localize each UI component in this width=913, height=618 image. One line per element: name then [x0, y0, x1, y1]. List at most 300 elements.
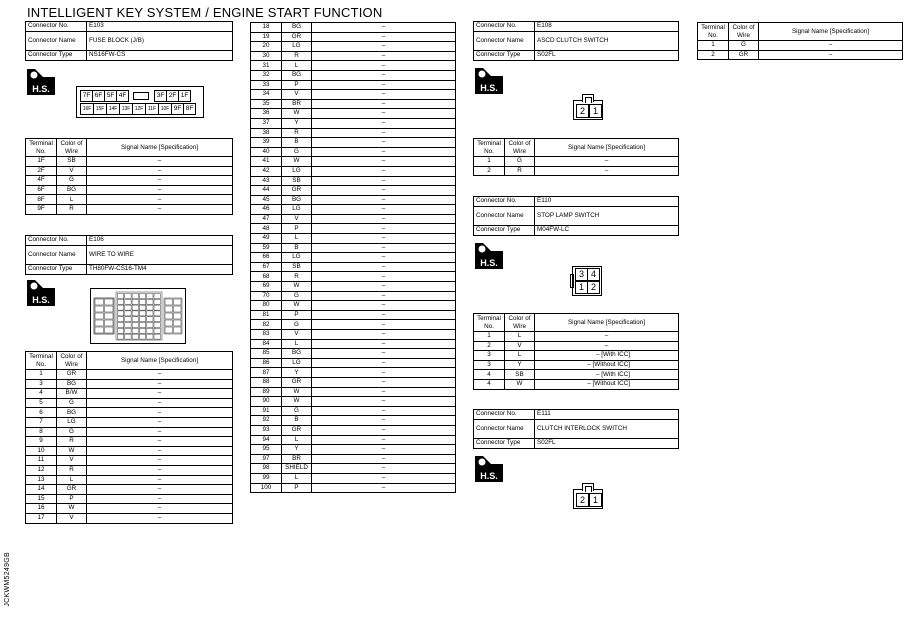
table-row [26, 195, 233, 205]
table-row [251, 339, 456, 349]
terminal-no-cell: 1 [474, 157, 505, 167]
table-row [251, 330, 456, 340]
signal-name-cell: – [312, 109, 456, 119]
cavity [132, 311, 138, 316]
signal-name-cell: – [87, 465, 233, 475]
pin-label: 2 [576, 493, 589, 507]
signal-name-cell: – [87, 408, 233, 418]
cavity [118, 299, 124, 304]
wire-color-cell: GR [282, 32, 312, 42]
pin-label: 10F [158, 103, 172, 115]
signal-name-cell: – [312, 99, 456, 109]
table-row [251, 301, 456, 311]
signal-name-cell: – [312, 186, 456, 196]
terminal-no-cell: 43 [251, 176, 282, 186]
wire-color-cell: Y [505, 360, 535, 370]
cavity [139, 328, 145, 333]
wire-color-cell: BR [282, 99, 312, 109]
header-terminal-no: Terminal No. [698, 23, 729, 41]
table-row [251, 397, 456, 407]
fuse-top-pin-row [80, 90, 190, 102]
table-row [251, 138, 456, 148]
header-color-of-wire: Color of Wire [57, 352, 87, 370]
wire-color-cell: BG [282, 23, 312, 33]
terminal-no-cell: 45 [251, 195, 282, 205]
cavity [147, 299, 153, 304]
connector-name: ASCD CLUTCH SWITCH [535, 32, 679, 51]
right-terminal-table [697, 22, 903, 60]
wire-color-cell: BG [57, 408, 87, 418]
cavity [118, 311, 124, 316]
wire-color-cell: W [282, 282, 312, 292]
table-row [26, 465, 233, 475]
pin-label: 2 [587, 281, 600, 294]
signal-name-cell: – [312, 80, 456, 90]
label: Connector Name [26, 32, 87, 51]
terminal-no-cell: 67 [251, 262, 282, 272]
e110-connector-face [572, 266, 602, 296]
table-row [474, 166, 679, 176]
connector-type: TH80FW-CS16-TM4 [87, 265, 233, 275]
cavity [147, 305, 153, 310]
wire-color-cell: W [282, 157, 312, 167]
header-signal-name: Signal Name [Specification] [535, 139, 679, 157]
terminal-no-cell: 9 [26, 437, 57, 447]
terminal-no-cell: 38 [251, 128, 282, 138]
signal-name-cell: – [With ICC] [535, 351, 679, 361]
cavity [125, 323, 131, 328]
signal-name-cell: – [87, 417, 233, 427]
table-row [251, 483, 456, 493]
label: Connector Type [474, 226, 535, 236]
table-row [251, 454, 456, 464]
cavity [147, 311, 153, 316]
cavity [125, 317, 131, 322]
signal-name-cell: – [87, 475, 233, 485]
table-row [251, 42, 456, 52]
cavity [125, 328, 131, 333]
cavity [147, 334, 153, 339]
cavity [139, 311, 145, 316]
signal-name-cell: – [312, 464, 456, 474]
signal-name-cell: – [312, 291, 456, 301]
table-row [251, 128, 456, 138]
terminal-no-cell: 12 [26, 465, 57, 475]
terminal-no-cell: 47 [251, 214, 282, 224]
wire-color-cell: P [282, 224, 312, 234]
signal-name-cell: – [312, 416, 456, 426]
table-row [251, 358, 456, 368]
table-row [474, 351, 679, 361]
wire-color-cell: R [57, 437, 87, 447]
cavity [147, 323, 153, 328]
pin-label: 8F [183, 103, 196, 115]
signal-name-cell: – [312, 138, 456, 148]
signal-name-cell: – [312, 70, 456, 80]
pin-label: 2F [166, 90, 179, 102]
signal-name-cell: – [312, 243, 456, 253]
signal-name-cell: – [312, 42, 456, 52]
terminal-no-cell: 4 [474, 379, 505, 389]
table-row [251, 349, 456, 359]
table-row [251, 473, 456, 483]
table-row [26, 204, 233, 214]
label: Connector No. [26, 22, 87, 32]
connector-type: M04FW-LC [535, 226, 679, 236]
signal-name-cell: – [312, 330, 456, 340]
wire-color-cell: R [505, 166, 535, 176]
wire-color-cell: L [282, 61, 312, 71]
table-row [26, 417, 233, 427]
wire-color-cell: G [282, 320, 312, 330]
terminal-no-cell: 1F [26, 157, 57, 167]
header-signal-name: Signal Name [Specification] [759, 23, 903, 41]
table-row [251, 416, 456, 426]
e108-info-table [473, 21, 679, 61]
table-row [251, 176, 456, 186]
terminal-no-cell: 49 [251, 234, 282, 244]
cavity [118, 328, 124, 333]
signal-name-cell: – [87, 389, 233, 399]
signal-name-cell: – [312, 195, 456, 205]
terminal-no-cell: 82 [251, 320, 282, 330]
table-row [251, 80, 456, 90]
e110-terminal-table [473, 313, 679, 390]
connector-type: NS16FW-CS [87, 51, 233, 61]
wire-color-cell: P [282, 483, 312, 493]
wire-color-cell: L [282, 435, 312, 445]
terminal-no-cell: 98 [251, 464, 282, 474]
wire-color-cell: G [57, 427, 87, 437]
wire-color-cell: Y [282, 368, 312, 378]
label: Connector Name [474, 420, 535, 439]
table-row [251, 214, 456, 224]
cavity [95, 313, 104, 319]
terminal-no-cell: 4F [26, 176, 57, 186]
signal-name-cell: – [87, 379, 233, 389]
terminal-no-cell: 2F [26, 166, 57, 176]
wire-color-cell: G [729, 41, 759, 51]
signal-name-cell: – [312, 358, 456, 368]
e111-info-table [473, 409, 679, 449]
table-row [474, 370, 679, 380]
wire-color-cell: G [505, 157, 535, 167]
wire-color-cell: W [57, 504, 87, 514]
e106-info-table [25, 235, 233, 275]
wire-color-cell: SB [57, 157, 87, 167]
table-row [26, 513, 233, 523]
signal-name-cell: – [535, 341, 679, 351]
cavity [105, 313, 114, 319]
wire-color-cell: L [282, 473, 312, 483]
table-row [251, 425, 456, 435]
table-row [26, 475, 233, 485]
cavity [132, 323, 138, 328]
signal-name-cell: – [312, 128, 456, 138]
table-row [26, 504, 233, 514]
signal-name-cell: – [312, 176, 456, 186]
table-row [251, 377, 456, 387]
wire-color-cell: L [505, 332, 535, 342]
terminal-no-cell: 1 [474, 332, 505, 342]
terminal-no-cell: 33 [251, 80, 282, 90]
cavity [105, 320, 114, 326]
connector-no: E106 [87, 236, 233, 246]
table-row [251, 99, 456, 109]
cavity [154, 305, 160, 310]
wire-color-cell: BG [282, 349, 312, 359]
terminal-no-cell: 19 [251, 32, 282, 42]
wire-color-cell: V [505, 341, 535, 351]
table-row [26, 370, 233, 380]
terminal-no-cell: 85 [251, 349, 282, 359]
pin-label: 1F [178, 90, 191, 102]
cavity [154, 299, 160, 304]
pin-label: 2 [576, 104, 589, 118]
wire-color-cell: P [282, 310, 312, 320]
table-row [26, 166, 233, 176]
hs-label: H.S. [480, 258, 498, 268]
terminal-no-cell: 66 [251, 253, 282, 263]
cavity [105, 327, 114, 333]
wire-color-cell: R [282, 272, 312, 282]
table-row [251, 61, 456, 71]
signal-name-cell: – [535, 157, 679, 167]
cavity [95, 299, 104, 305]
wire-color-cell: V [57, 166, 87, 176]
cavity [154, 311, 160, 316]
table-row [474, 379, 679, 389]
hs-label: H.S. [480, 83, 498, 93]
table-row [251, 243, 456, 253]
signal-name-cell: – [312, 397, 456, 407]
signal-name-cell: – [87, 427, 233, 437]
cavity [139, 299, 145, 304]
e106-continued-table [250, 22, 456, 493]
table-row [26, 389, 233, 399]
wire-color-cell: R [282, 128, 312, 138]
wire-color-cell: BG [57, 379, 87, 389]
signal-name-cell: – [535, 166, 679, 176]
cavity [118, 323, 124, 328]
signal-name-cell: – [312, 147, 456, 157]
connector-name: STOP LAMP SWITCH [535, 207, 679, 226]
terminal-no-cell: 69 [251, 282, 282, 292]
terminal-no-cell: 14 [26, 485, 57, 495]
signal-name-cell: – [312, 454, 456, 464]
terminal-no-cell: 40 [251, 147, 282, 157]
wire-color-cell: G [57, 398, 87, 408]
cavity [154, 323, 160, 328]
cavity [118, 317, 124, 322]
signal-name-cell: – [312, 253, 456, 263]
signal-name-cell: – [312, 339, 456, 349]
table-row [474, 332, 679, 342]
pin-label: 13F [119, 103, 133, 115]
label: Connector No. [26, 236, 87, 246]
wire-color-cell: LG [282, 166, 312, 176]
signal-name-cell: – [312, 32, 456, 42]
header-terminal-no: Terminal No. [26, 352, 57, 370]
wire-color-cell: Y [282, 445, 312, 455]
signal-name-cell: – [87, 195, 233, 205]
signal-name-cell: – [87, 485, 233, 495]
pin-label: 6F [92, 90, 105, 102]
signal-name-cell: – [312, 166, 456, 176]
cavity [165, 299, 173, 305]
wire-color-cell: GR [57, 485, 87, 495]
e103-terminal-table [25, 138, 233, 215]
wire-color-cell: SHIELD [282, 464, 312, 474]
signal-name-cell: – [312, 445, 456, 455]
signal-name-cell: – [312, 435, 456, 445]
pin-label: 16F [80, 103, 94, 115]
terminal-no-cell: 100 [251, 483, 282, 493]
terminal-no-cell: 46 [251, 205, 282, 215]
table-row [698, 50, 903, 60]
cavity [139, 294, 145, 299]
signal-name-cell: – [759, 41, 903, 51]
wire-color-cell: P [57, 494, 87, 504]
hs-icon [473, 454, 505, 484]
connector-latch [570, 274, 574, 288]
signal-name-cell: – [87, 185, 233, 195]
label: Connector Type [474, 439, 535, 449]
table-row [251, 310, 456, 320]
cavity [165, 306, 173, 312]
pin-label: 4 [587, 268, 600, 281]
cavity [154, 317, 160, 322]
signal-name-cell: – [312, 387, 456, 397]
label: Connector No. [474, 197, 535, 207]
wire-color-cell: GR [282, 186, 312, 196]
table-row [251, 224, 456, 234]
terminal-no-cell: 68 [251, 272, 282, 282]
signal-name-cell: – [312, 483, 456, 493]
signal-name-cell: – [With ICC] [535, 370, 679, 380]
wire-color-cell: W [282, 301, 312, 311]
signal-name-cell: – [312, 320, 456, 330]
signal-name-cell: – [312, 205, 456, 215]
label: Connector No. [474, 410, 535, 420]
terminal-no-cell: 44 [251, 186, 282, 196]
connector-latch [582, 94, 594, 102]
fuse-block-connector-face [76, 86, 204, 118]
terminal-no-cell: 13 [26, 475, 57, 485]
terminal-no-cell: 35 [251, 99, 282, 109]
signal-name-cell: – [312, 301, 456, 311]
cavity [118, 334, 124, 339]
pin-label: 14F [106, 103, 120, 115]
cavity [154, 294, 160, 299]
terminal-no-cell: 37 [251, 118, 282, 128]
signal-name-cell: – [87, 398, 233, 408]
e108-connector-face [573, 100, 603, 120]
pin-label: 7F [80, 90, 93, 102]
label: Connector Type [26, 265, 87, 275]
signal-name-cell: – [87, 456, 233, 466]
table-row [251, 109, 456, 119]
signal-name-cell: – [312, 425, 456, 435]
wire-color-cell: LG [282, 358, 312, 368]
cavity [139, 334, 145, 339]
wire-color-cell: SB [282, 262, 312, 272]
signal-name-cell: – [87, 437, 233, 447]
terminal-no-cell: 95 [251, 445, 282, 455]
wire-color-cell: BG [282, 70, 312, 80]
wire-color-cell: L [505, 351, 535, 361]
signal-name-cell: – [312, 23, 456, 33]
terminal-no-cell: 5 [26, 398, 57, 408]
table-row [251, 282, 456, 292]
connector-no: E110 [535, 197, 679, 207]
cavity [118, 305, 124, 310]
wire-color-cell: R [57, 204, 87, 214]
terminal-no-cell: 20 [251, 42, 282, 52]
pin-label: 1 [575, 281, 588, 294]
label: Connector Type [474, 51, 535, 61]
table-row [26, 398, 233, 408]
signal-name-cell: – [759, 50, 903, 60]
wire-color-cell: W [505, 379, 535, 389]
hs-label: H.S. [32, 84, 50, 94]
signal-name-cell: – [312, 118, 456, 128]
terminal-no-cell: 9F [26, 204, 57, 214]
signal-name-cell: – [312, 272, 456, 282]
wire-color-cell: R [57, 465, 87, 475]
wire-color-cell: G [282, 147, 312, 157]
terminal-no-cell: 83 [251, 330, 282, 340]
signal-name-cell: – [312, 51, 456, 61]
signal-name-cell: – [87, 370, 233, 380]
cavity [132, 328, 138, 333]
terminal-no-cell: 31 [251, 61, 282, 71]
wire-color-cell: BG [57, 185, 87, 195]
connector-name: FUSE BLOCK (J/B) [87, 32, 233, 51]
e108-terminal-table [473, 138, 679, 176]
signal-name-cell: – [312, 214, 456, 224]
terminal-no-cell: 4 [26, 389, 57, 399]
terminal-no-cell: 70 [251, 291, 282, 301]
cavity [147, 328, 153, 333]
wire-color-cell: LG [282, 205, 312, 215]
terminal-no-cell: 3 [474, 360, 505, 370]
terminal-no-cell: 1 [26, 370, 57, 380]
signal-name-cell: – [312, 234, 456, 244]
cavity [174, 327, 182, 333]
signal-name-cell: – [87, 157, 233, 167]
wire-color-cell: V [57, 456, 87, 466]
terminal-no-cell: 1 [698, 41, 729, 51]
wire-color-cell: V [282, 330, 312, 340]
signal-name-cell: – [Without ICC] [535, 360, 679, 370]
table-row [251, 166, 456, 176]
hs-icon [25, 67, 57, 97]
wire-color-cell: GR [282, 377, 312, 387]
terminal-no-cell: 91 [251, 406, 282, 416]
terminal-no-cell: 99 [251, 473, 282, 483]
terminal-no-cell: 15 [26, 494, 57, 504]
table-row [26, 185, 233, 195]
wire-color-cell: V [57, 513, 87, 523]
wire-color-cell: L [282, 234, 312, 244]
table-row [26, 379, 233, 389]
table-row [26, 437, 233, 447]
table-row [251, 262, 456, 272]
table-row [474, 157, 679, 167]
signal-name-cell: – [87, 204, 233, 214]
hs-icon [473, 241, 505, 271]
